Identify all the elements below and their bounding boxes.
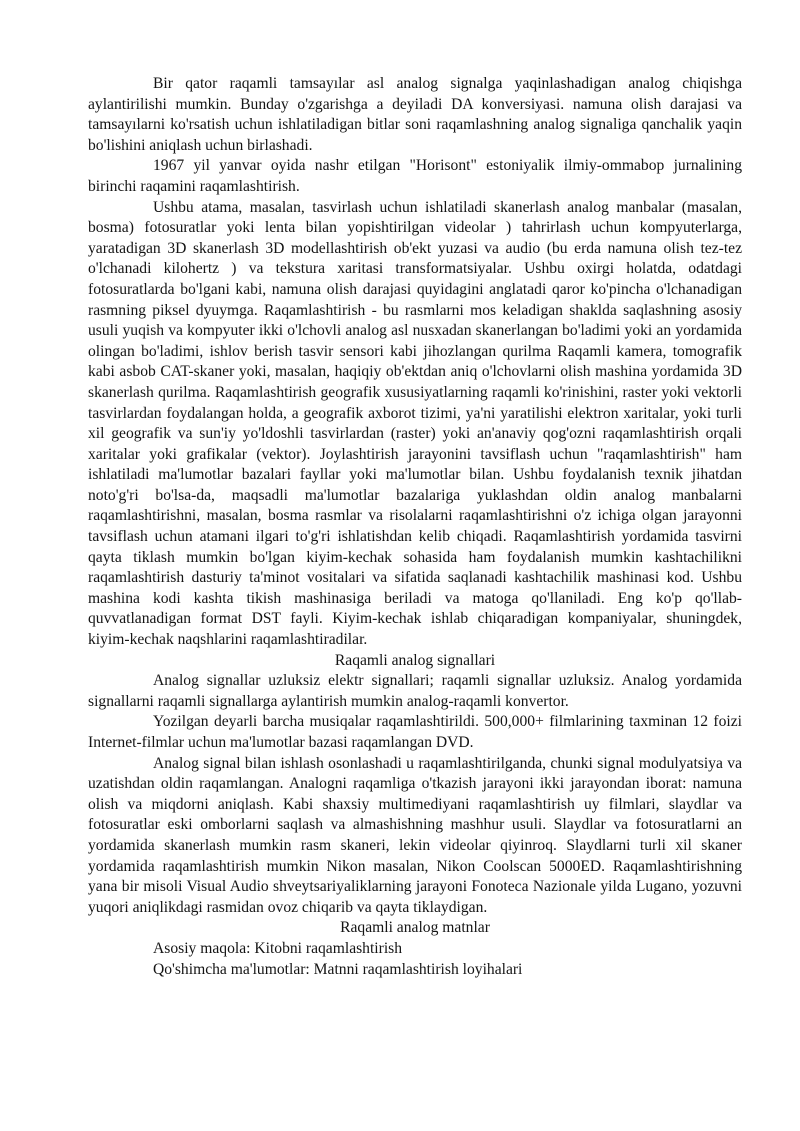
paragraph-da-conversion: Bir qator raqamli tamsayılar asl analog signalga yaqinlashadigan analog chiqishga aylantirilishi mumkin. Bunday o'zgarishga a deyiladi DA konversiyasi. namuna olish darajasi va tamsayılarni ko'rsatish uchun ishlatiladigan bitlar soni raqamlashning analog signaliga qanchalik yaqin bo'lishini aniqlash uchun birlashadi. xyxy=(88,75,742,154)
section-heading-analog-texts: Raqamli analog matnlar xyxy=(340,919,490,937)
reference-additional-info: Qo'shimcha ma'lumotlar: Matnni raqamlashtirish loyihalari xyxy=(153,960,523,978)
paragraph-analog-processing: Analog signal bilan ishlash osonlashadi u raqamlashtirilganda, chunki signal modulyatsiya va uzatishdan oldin raqamlangan. Analogni raqamliga o'tkazish jarayoni ikki jarayondan iborat: namuna olish va miqdorni aniqlash. Kabi shaxsiy multimediyani raqamlashtirish uy filmlari, slaydlar va fotosuratlar eski omborlarni saqlash va almashishning mashhur usuli. Slaydlar va fotosuratlarni an yordamida skanerlash mumkin rasm skaneri, lekin videolar qiyinroq. Slaydlarni turli xil skaner yordamida raqamlashtirish mumkin Nikon masalan, Nikon Coolscan 5000ED. Raqamlashtirishning yana bir misoli Visual Audio shveytsariyaliklarning jarayoni Fonoteca Nazionale yilda Lugano, yozuvni yuqori aniqlikdagi rasmidan ovoz chiqarib va qayta tiklaydigan. xyxy=(88,754,742,916)
paragraph-music-films: Yozilgan deyarli barcha musiqalar raqamlashtirildi. 500,000+ filmlarining taxminan 12 foizi Internet-filmlar uchun ma'lumotlar bazasi raqamlangan DVD. xyxy=(88,713,742,751)
paragraph-horisont: 1967 yil yanvar oyida nashr etilgan "Horisont" estoniyalik ilmiy-ommabop jurnalining birinchi raqamini raqamlashtirish. xyxy=(88,157,742,195)
section-heading-analog-signals: Raqamli analog signallari xyxy=(334,651,496,669)
paragraph-analog-signals: Analog signallar uzluksiz elektr signallari; raqamli signallar uzluksiz. Analog yordamida signallarni raqamli signallarga aylantirish mumkin analog-raqamli konvertor. xyxy=(88,672,742,710)
reference-main-article: Asosiy maqola: Kitobni raqamlashtirish xyxy=(153,939,403,957)
paragraph-digitization-term: Ushbu atama, masalan, tasvirlash uchun ishlatiladi skanerlash analog manbalar (masalan, bosma) fotosuratlar yoki lenta bilan yopishtirilgan videolar ) tahrirlash uchun kompyuterlarga, yaratadigan 3D skanerlash 3D modellashtirish ob'ekt yuzasi va audio (bu erda namuna olish tez-tez o'lchanadi kilohertz ) va tekstura xaritasi transformatsiyalar. Ushbu oxirgi holatda, odatdagi fotosuratlarda bo'lgani kabi, namuna olish darajasi quyidagini anglatadi qaror ko'pincha o'lchanadigan rasmning piksel dyuymga. Raqamlashtirish - bu rasmlarni mos keladigan shaklda saqlashning asosiy usuli yuqish va kompyuter ikki o'lchovli analog asl nusxadan skanerlangan bo'ladimi yoki an yordamida olingan bo'ladimi, ishlov berish tasvir sensori kabi jihozlangan qurilma Raqamli kamera, tomografik kabi asbob CAT-skaner yoki, masalan, haqiqiy ob'ektdan aniq o'lchovlarni olish mashina yordamida 3D skanerlash qurilma. Raqamlashtirish geografik xususiyatlarning raqamli ko'rinishini, raster yoki vektorli tasvirlardan foydalangan holda, a geografik axborot tizimi, ya'ni yaratilishi elektron xaritalar, yoki turli xil geografik va sun'iy yo'ldoshli tasvirlardan (raster) yoki an'anaviy qog'ozni raqamlashtirish orqali xaritalar yoki grafikalar (vektor). Joylashtirish jarayonini tavsiflash uchun "raqamlashtirish" ham ishlatiladi ma'lumotlar bazalari fayllar yoki ma'lumotlar bilan. Ushbu foydalanish texnik jihatdan noto'g'ri bo'lsa-da, maqsadli ma'lumotlar bazalariga yuklashdan oldin analog manbalarni raqamlashtirishni, masalan, bosma rasmlar va risolalarni raqamlashtirishni o'z ichiga olgan jarayonni tavsiflash uchun atamani ilgari to'g'ri ishlatishdan kelib chiqadi. Raqamlashtirish yordamida tasvirni qayta tiklash mumkin bo'lgan kiyim-kechak sohasida ham foydalanish mumkin kashtachilikni raqamlashtirish dasturiy ta'minot vositalari va sifatida saqlanadi kashtachilik mashinasi kod. Ushbu mashina kodi kashta tikish mashinasiga beriladi va matoga qo'llaniladi. Eng ko'p qo'llab-quvvatlanadigan format DST fayli. Kiyim-kechak ishlab chiqaradigan kompaniyalar, shuningdek, kiyim-kechak naqshlarini raqamlashtiradilar. xyxy=(88,198,742,649)
